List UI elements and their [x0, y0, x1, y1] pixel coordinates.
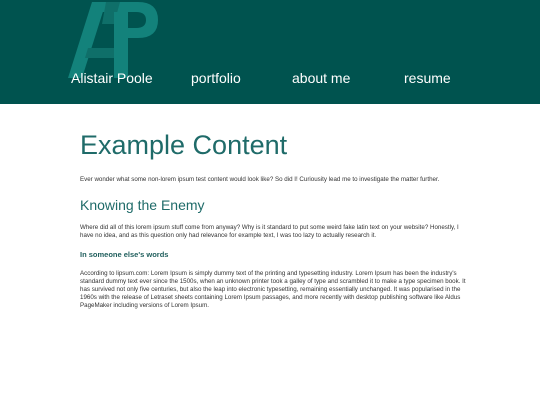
section-paragraph-knowing-the-enemy: Where did all of this lorem ipsum stuff come from anyway? Why is it standard to put some weird fake latin text on your website? Honestly, I have no idea, and as this question only had relevance for example text, I was too lazy to actually research it. — [80, 224, 459, 239]
nav-brand-link[interactable]: Alistair Poole — [71, 70, 153, 86]
nav-link-about-me[interactable]: about me — [292, 70, 351, 86]
subsection-heading-someone-elses-words: In someone else's words — [80, 250, 169, 259]
nav-link-portfolio[interactable]: portfolio — [191, 70, 241, 86]
intro-paragraph: Ever wonder what some non-lorem ipsum test content would look like? So did I! Curiousity lead me to investigate the matter further. — [80, 176, 440, 183]
section-heading-knowing-the-enemy: Knowing the Enemy — [80, 197, 205, 213]
site-header — [0, 0, 540, 104]
page-title: Example Content — [80, 130, 288, 160]
main-content-area — [0, 104, 540, 405]
nav-link-resume[interactable]: resume — [404, 70, 451, 86]
subsection-paragraph-someone-elses-words: According to lipsum.com: Lorem Ipsum is simply dummy text of the printing and typesetting industry. Lorem Ipsum has been the industry's standard dummy text ever since the 1500s, when an unknown printer took a galley of type and scrambled it to make a type specimen book. It has survived not only five centuries, but also the leap into electronic typesetting, remaining essentially unchanged. It was popularised in the 1960s with the release of Letraset sheets containing Lorem Ipsum passages, and more recently with desktop publishing software like Aldus PageMaker including versions of Lorem Ipsum. — [80, 270, 466, 309]
article — [80, 128, 468, 310]
ap-monogram-logo[interactable] — [68, 2, 160, 78]
